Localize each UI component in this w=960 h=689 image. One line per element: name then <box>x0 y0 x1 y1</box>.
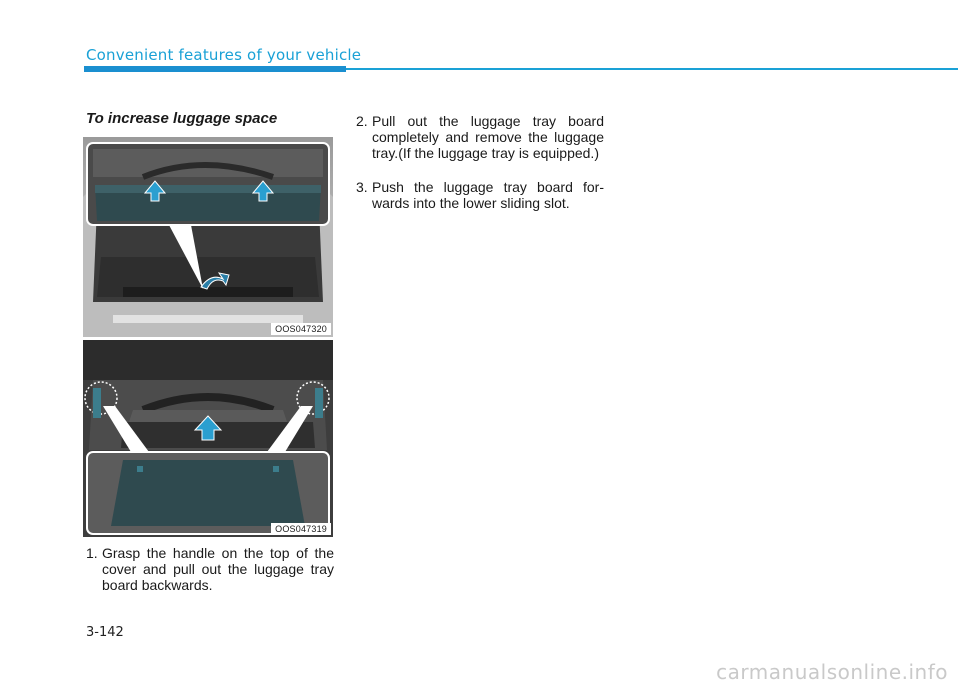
page-number: 3-142 <box>86 625 124 640</box>
watermark: carmanualsonline.info <box>716 660 948 684</box>
section-title: To increase luggage space <box>86 110 278 127</box>
trunk-illustration-1 <box>83 137 333 337</box>
step-text: Grasp the handle on the top of the cover and pull out the luggage tray board backwards. <box>102 545 334 593</box>
figure-code: OOS047319 <box>271 523 331 535</box>
header-rule-accent <box>84 66 346 72</box>
step-text: Push the luggage tray board forwards into the lower sliding slot. <box>372 179 604 211</box>
chapter-title: Convenient features of your vehicle <box>86 46 362 64</box>
figure-luggage-tray-pull <box>83 137 333 337</box>
figure-lower-sliding-slot <box>83 340 333 537</box>
trunk-illustration-2 <box>83 340 333 537</box>
step-1 <box>86 545 334 593</box>
figure-code: OOS047320 <box>271 323 331 335</box>
step-2 <box>356 113 604 161</box>
step-3 <box>356 179 604 211</box>
step-number: 2. <box>356 113 368 129</box>
step-text: Pull out the luggage tray board completely and remove the luggage tray.(If the luggage tray is equipped.) <box>372 113 604 161</box>
step-number: 1. <box>86 545 98 561</box>
step-number: 3. <box>356 179 368 195</box>
